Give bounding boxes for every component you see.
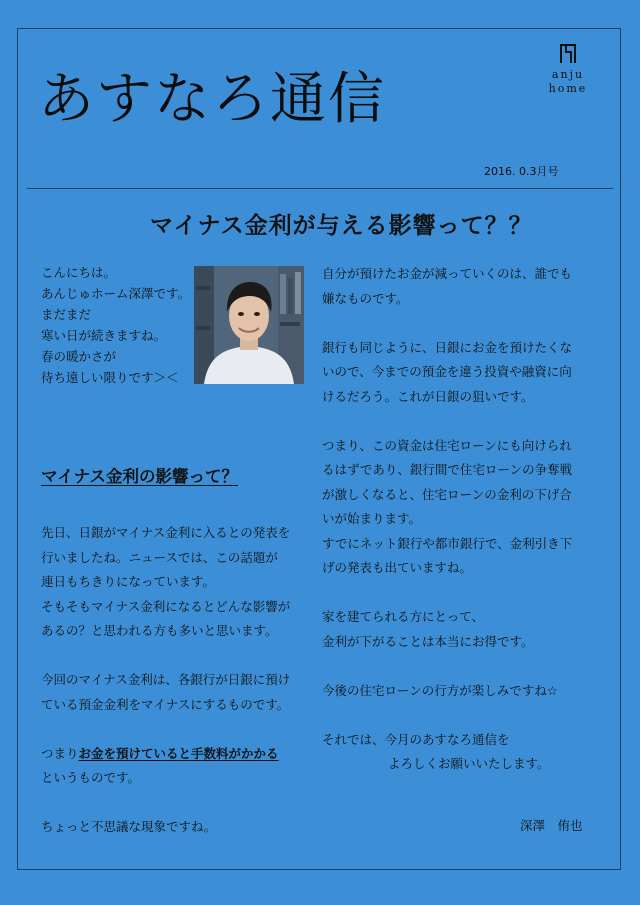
body-line: ている預金金利をマイナスにするものです。: [41, 696, 290, 712]
author-signature: 深澤 侑也: [520, 818, 583, 833]
body-line: ちょっと不思議な現象ですね。: [41, 819, 217, 834]
body-line: 先日、日銀がマイナス金利に入るとの発表を: [41, 525, 291, 540]
greeting-line: 寒い日が続きますね。: [41, 328, 167, 343]
body-line: 家を建てられる方にとって、: [322, 609, 485, 624]
brand-line2: home: [548, 82, 588, 95]
body-line: 今後の住宅ローンの行方が楽しみですね☆: [322, 682, 558, 698]
body-line: つまり、この資金は住宅ローンにも向けられ: [322, 437, 572, 453]
brand-logo: [543, 42, 593, 96]
greeting-line: こんにちは。: [41, 265, 117, 280]
body-line: それでは、今月のあすなろ通信を: [322, 731, 510, 747]
body-line-emphasis: [41, 742, 290, 767]
body-line: というものです。: [41, 770, 141, 785]
greeting-text: [41, 262, 190, 388]
body-line: 行いましたね。ニュースでは、この話題が: [41, 549, 278, 565]
body-line: 自分が預けたお金が減っていくのは、誰でも: [322, 266, 573, 281]
body-line: が激しくなると、住宅ローンの金利の下げ合: [322, 486, 572, 502]
body-line: けるだろう。これが日銀の狙いです。: [322, 388, 534, 404]
body-line: るはずであり、銀行間で住宅ローンの争奪戦: [322, 462, 573, 477]
section-subheading: マイナス金利の影響って？: [41, 467, 239, 486]
body-line: げの発表も出ていますね。: [322, 560, 473, 575]
greeting-line: 待ち遠しい限りです＞＜: [41, 370, 179, 385]
body-line: いので、今までの預金を違う投資や融資に向: [322, 364, 572, 379]
header-divider: [27, 188, 613, 189]
brand-line1: anju: [551, 68, 585, 81]
body-line: 金利が下がることは本当にお得です。: [322, 633, 534, 649]
issue-date: 2016. 0.3月号: [484, 165, 559, 178]
body-line: 連日もちきりになっています。: [41, 574, 216, 589]
body-line: 嫌なものです。: [322, 290, 409, 306]
greeting-line: あんじゅホーム深澤です。: [41, 286, 191, 301]
body-line: いが始まります。: [322, 511, 422, 526]
body-line: よろしくお願いいたします。: [388, 756, 550, 771]
author-photo: [194, 266, 304, 384]
body-line: あるの？と思われる方も多いと思います。: [41, 623, 278, 638]
article-headline: マイナス金利が与える影響って？？: [150, 213, 533, 239]
body-line: すでにネット銀行や都市銀行で、金利引き下: [322, 535, 573, 551]
newsletter-title: あすなろ通信: [38, 67, 386, 132]
portrait-image: [194, 266, 304, 384]
house-logo-icon: [559, 42, 577, 64]
right-column-body: [322, 262, 572, 777]
body-line: そもそもマイナス金利になるとどんな影響が: [41, 598, 291, 614]
body-line: 銀行も同じように、日銀にお金を預けたくな: [322, 339, 573, 355]
body-line: 今回のマイナス金利は、各銀行が日銀に預け: [41, 672, 291, 687]
greeting-line: 春の暖かさが: [41, 349, 117, 364]
left-column-body: [41, 521, 290, 840]
greeting-line: まだまだ: [41, 307, 92, 322]
body-text: つまり: [41, 745, 79, 761]
emphasis-text: お金を預けていると手数料がかかる: [78, 745, 279, 761]
